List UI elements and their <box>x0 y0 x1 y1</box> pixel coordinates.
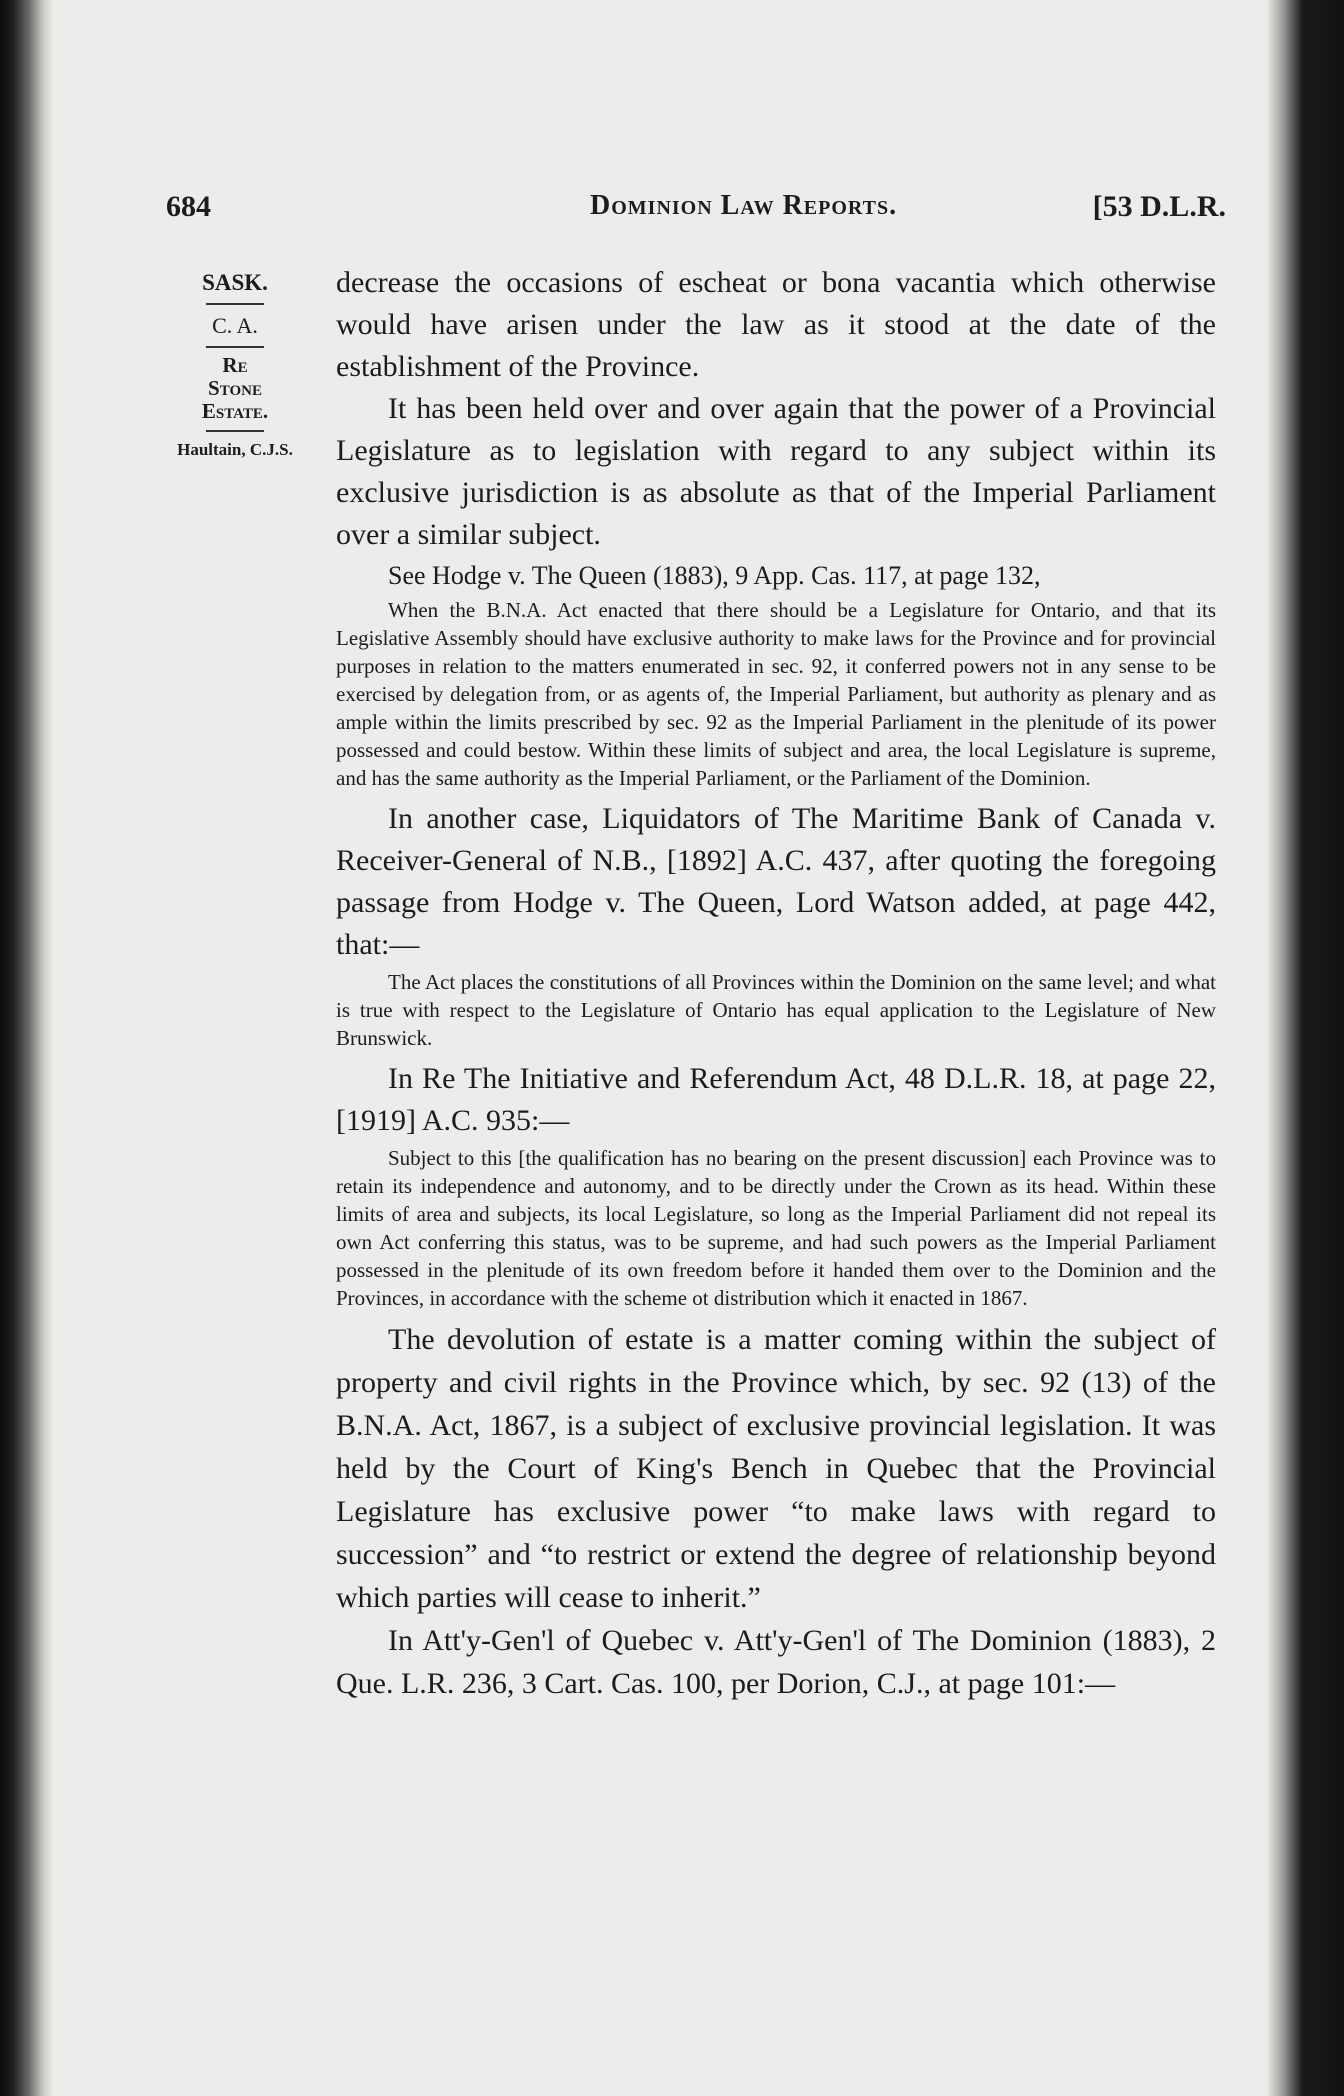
volume-reference: [53 D.L.R. <box>1092 190 1226 223</box>
block-quote-1: When the B.N.A. Act enacted that there should be a Legislature for Ontario, and that its Legislative Assembly should have exclusive authority to make laws for the Province and for provincial purposes in relation to the matters enumerated in sec. 92, it conferred powers not in any sense to be exercised by delegation from, or as agents of, the Imperial Parliament, but authority as plenary and as ample within the limits prescribed by sec. 92 as the Imperial Parliament in the plenitude of its power possessed and could bestow. Within these limits of subject and area, the local Legislature is supreme, and has the same authority as the Imperial Parliament, or the Parliament of the Dominion. <box>336 598 1216 790</box>
block-quote-3: Subject to this [the qualification has no bearing on the present discussion] each Province was to retain its independence and autonomy, and to be directly under the Crown as its head. Within these limits of area and subjects, its local Legislature, so long as the Imperial Parliament did not repeal its own Act conferring this status, was to be supreme, and had such powers as the Imperial Parliament possessed in the plenitude of its own freedom before it handed them over to the Dominion and the Provinces, in accordance with the scheme ot distribution which it enacted in 1867. <box>336 1146 1216 1310</box>
paragraph-2: It has been held over and over again that the power of a Provincial Legislature as to legislation with regard to any subject within its exclusive jurisdiction is as absolute as that of the Imperial Parliament over a similar subject. <box>336 392 1216 551</box>
sidebar-case-line1: Re <box>222 353 248 377</box>
block-quote-2: The Act places the constitutions of all Provinces within the Dominion on the same level; and what is true with respect to the Legislature of Ontario has equal application to the Legislature of New Brunswick. <box>336 970 1216 1050</box>
paragraph-7: In Att'y-Gen'l of Quebec v. Att'y-Gen'l of The Dominion (1883), 2 Que. L.R. 236, 3 Cart. Cas. 100, per Dorion, C.J., at page 101:— <box>336 1624 1216 1700</box>
sidebar-case-line3: Estate. <box>201 399 269 423</box>
body-text <box>336 262 1216 1705</box>
paragraph-3-citation: See Hodge v. The Queen (1883), 9 App. Cas. 117, at page 132, <box>388 561 1041 590</box>
paragraph-4: In another case, Liquidators of The Maritime Bank of Canada v. Receiver-General of N.B., [1892] A.C. 437, after quoting the foregoing passage from Hodge v. The Queen, Lord Watson added, at page 442, that:— <box>336 802 1216 961</box>
sidebar-divider <box>206 303 264 305</box>
sidebar-divider <box>206 346 264 348</box>
running-title: Dominion Law Reports. <box>590 190 898 221</box>
paragraph-6: The devolution of estate is a matter coming within the subject of property and civil rights in the Province which, by sec. 92 (13) of the B.N.A. Act, 1867, is a subject of exclusive provincial legislation. It was held by the Court of King's Bench in Quebec that the Provincial Legislature has exclusive power “to make laws with regard to succession” and “to restrict or extend the degree of relationship beyond which parties will cease to inherit.” <box>336 1323 1216 1614</box>
page-number: 684 <box>166 190 211 223</box>
sidebar-judge: Haultain, C.J.S. <box>177 440 293 459</box>
sidebar-province: SASK. <box>202 270 268 295</box>
sidebar-court: C. A. <box>212 313 258 338</box>
paragraph-1: decrease the occasions of escheat or bona vacantia which otherwise would have arisen under the law as it stood at the date of the establishment of the Province. <box>336 266 1216 383</box>
running-header <box>166 190 1226 234</box>
binding-shadow-left <box>0 0 52 2096</box>
paragraph-5: In Re The Initiative and Referendum Act, 48 D.L.R. 18, at page 22, [1919] A.C. 935:— <box>336 1062 1216 1137</box>
sidebar-case-line2: Stone <box>208 376 262 400</box>
page-edge-right <box>1268 0 1344 2096</box>
margin-sidebar <box>150 270 320 460</box>
sidebar-divider <box>206 430 264 432</box>
